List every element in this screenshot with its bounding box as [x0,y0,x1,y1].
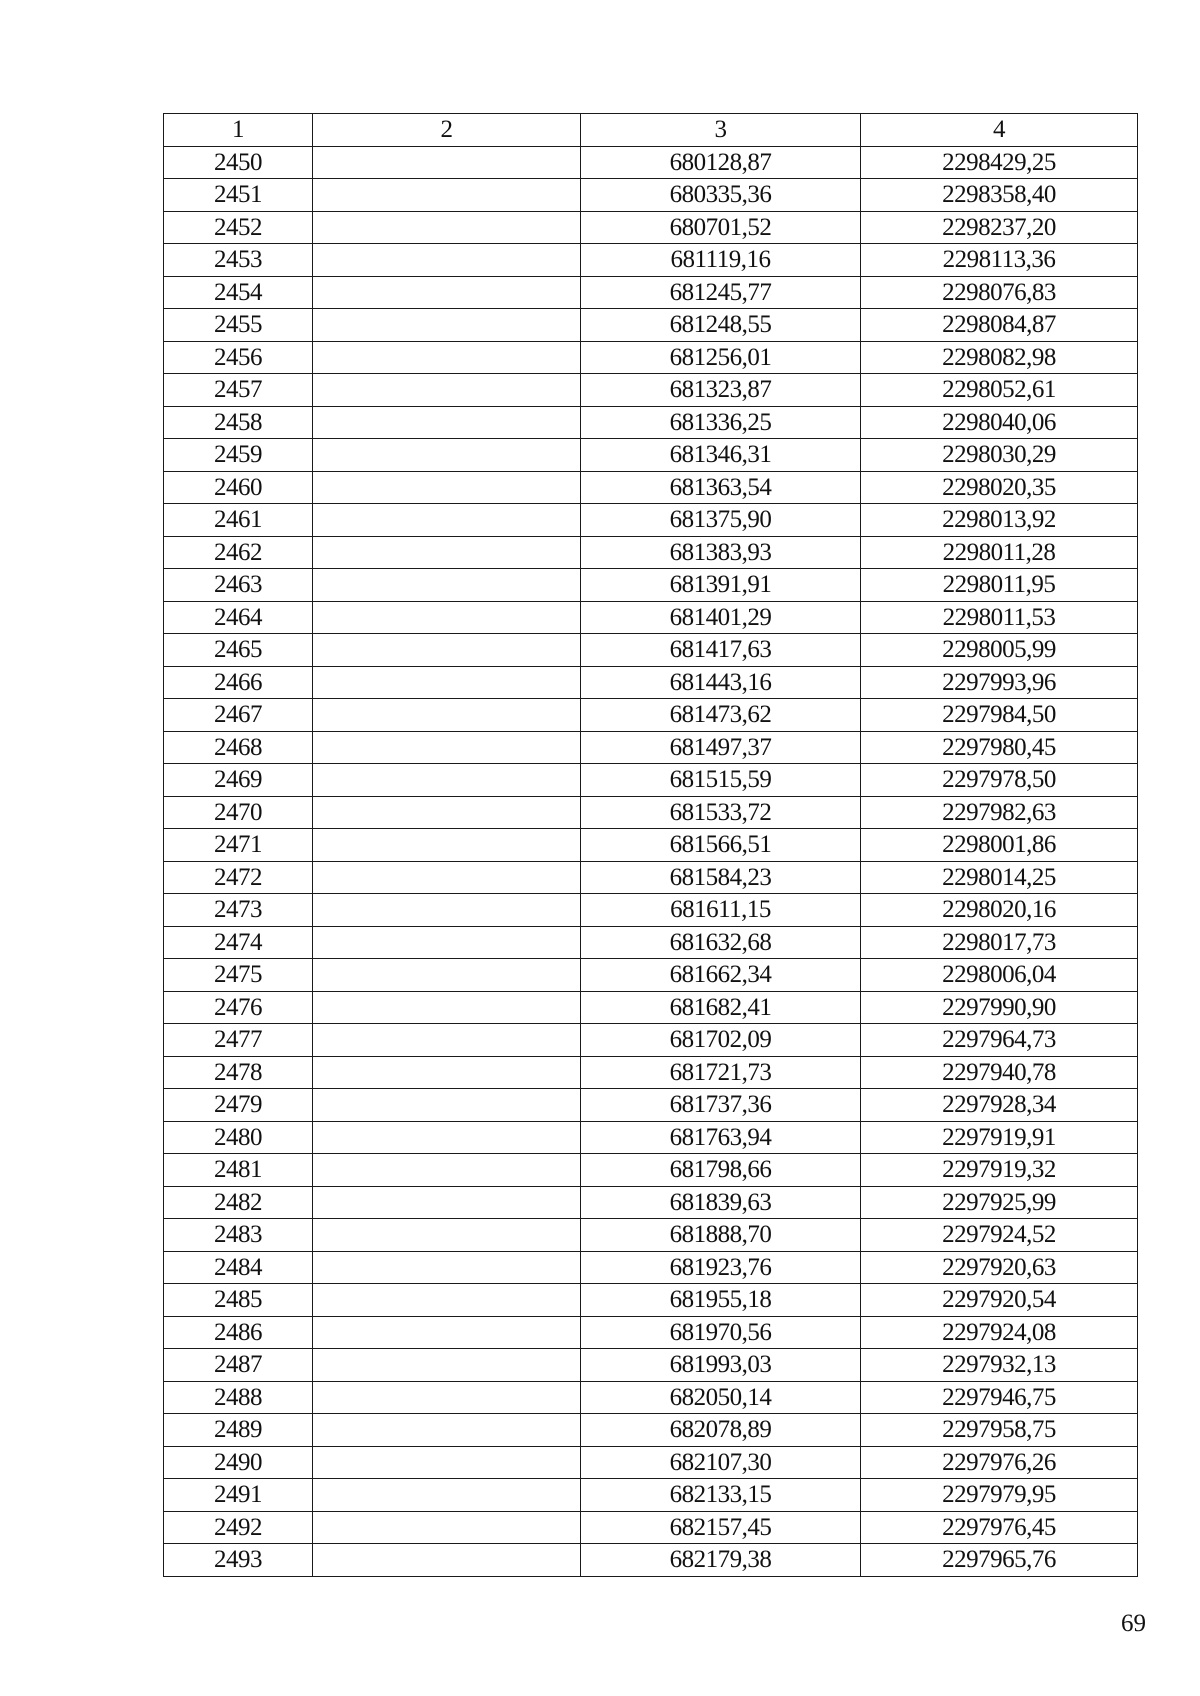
table-row [164,731,1138,764]
table-cell-col-4: 2297965,76 [861,1544,1138,1577]
table-cell-col-4: 2298052,61 [861,374,1138,407]
table-cell-col-1: 2489 [164,1414,313,1447]
table-cell-col-3: 681443,16 [581,666,861,699]
table-cell-col-1: 2462 [164,536,313,569]
table-row [164,861,1138,894]
table-cell-col-3: 681375,90 [581,504,861,537]
table-cell-col-1: 2486 [164,1316,313,1349]
table-cell-col-1: 2487 [164,1349,313,1382]
table-cell-col-1: 2475 [164,959,313,992]
table-cell-col-2 [313,1284,581,1317]
table-cell-col-1: 2456 [164,341,313,374]
table-cell-col-3: 681662,34 [581,959,861,992]
table-cell-col-1: 2450 [164,146,313,179]
table-cell-col-1: 2488 [164,1381,313,1414]
table-row [164,211,1138,244]
table-cell-col-1: 2473 [164,894,313,927]
column-header-4: 4 [861,114,1138,147]
table-cell-col-3: 681346,31 [581,439,861,472]
table-row [164,1186,1138,1219]
table-cell-col-2 [313,861,581,894]
table-cell-col-2 [313,1446,581,1479]
table-cell-col-4: 2298011,28 [861,536,1138,569]
table-cell-col-4: 2297928,34 [861,1089,1138,1122]
table-cell-col-3: 681702,09 [581,1024,861,1057]
table-cell-col-3: 681763,94 [581,1121,861,1154]
table-row [164,341,1138,374]
table-row [164,1154,1138,1187]
table-cell-col-4: 2297993,96 [861,666,1138,699]
table-cell-col-1: 2478 [164,1056,313,1089]
table-cell-col-2 [313,471,581,504]
table-row [164,276,1138,309]
table-cell-col-2 [313,1544,581,1577]
table-cell-col-4: 2297990,90 [861,991,1138,1024]
table-cell-col-4: 2298020,16 [861,894,1138,927]
table-cell-col-3: 681248,55 [581,309,861,342]
table-cell-col-3: 681323,87 [581,374,861,407]
table-cell-col-1: 2463 [164,569,313,602]
header-row [164,114,1138,147]
table-cell-col-3: 681391,91 [581,569,861,602]
table-cell-col-4: 2297976,45 [861,1511,1138,1544]
table-cell-col-3: 681682,41 [581,991,861,1024]
table-body [164,146,1138,1576]
table-cell-col-1: 2481 [164,1154,313,1187]
table-cell-col-4: 2298013,92 [861,504,1138,537]
table-cell-col-2 [313,309,581,342]
table-row [164,699,1138,732]
table-cell-col-2 [313,276,581,309]
table-cell-col-3: 681256,01 [581,341,861,374]
column-header-3: 3 [581,114,861,147]
table-cell-col-3: 681417,63 [581,634,861,667]
table-row [164,1414,1138,1447]
table-cell-col-3: 681515,59 [581,764,861,797]
table-cell-col-4: 2298017,73 [861,926,1138,959]
table-cell-col-3: 682107,30 [581,1446,861,1479]
table-cell-col-3: 681632,68 [581,926,861,959]
column-header-2: 2 [313,114,581,147]
table-row [164,601,1138,634]
table-cell-col-4: 2297940,78 [861,1056,1138,1089]
table-cell-col-1: 2492 [164,1511,313,1544]
table-cell-col-4: 2297978,50 [861,764,1138,797]
table-cell-col-4: 2298237,20 [861,211,1138,244]
table-cell-col-4: 2297984,50 [861,699,1138,732]
table-cell-col-1: 2493 [164,1544,313,1577]
table-cell-col-3: 681955,18 [581,1284,861,1317]
table-cell-col-3: 682179,38 [581,1544,861,1577]
table-cell-col-2 [313,536,581,569]
table-cell-col-1: 2460 [164,471,313,504]
table-cell-col-3: 681888,70 [581,1219,861,1252]
table-cell-col-1: 2459 [164,439,313,472]
table-cell-col-2 [313,731,581,764]
table-cell-col-2 [313,1056,581,1089]
table-cell-col-2 [313,699,581,732]
table-cell-col-1: 2469 [164,764,313,797]
table-row [164,1349,1138,1382]
table-row [164,1284,1138,1317]
table-row [164,764,1138,797]
table-cell-col-1: 2472 [164,861,313,894]
table-cell-col-1: 2452 [164,211,313,244]
table-cell-col-1: 2490 [164,1446,313,1479]
table-cell-col-3: 681737,36 [581,1089,861,1122]
table-cell-col-3: 680701,52 [581,211,861,244]
table-cell-col-3: 681923,76 [581,1251,861,1284]
table-cell-col-2 [313,1349,581,1382]
table-cell-col-2 [313,1381,581,1414]
table-cell-col-1: 2461 [164,504,313,537]
table-cell-col-4: 2297979,95 [861,1479,1138,1512]
table-cell-col-2 [313,374,581,407]
table-row [164,1121,1138,1154]
table-row [164,504,1138,537]
table-row [164,1316,1138,1349]
table-cell-col-1: 2484 [164,1251,313,1284]
table-cell-col-3: 680128,87 [581,146,861,179]
table-cell-col-4: 2297924,08 [861,1316,1138,1349]
table-cell-col-4: 2298011,95 [861,569,1138,602]
table-row [164,894,1138,927]
table-cell-col-2 [313,764,581,797]
table-cell-col-3: 681119,16 [581,244,861,277]
table-cell-col-4: 2297976,26 [861,1446,1138,1479]
page-number: 69 [1121,1610,1146,1637]
table-cell-col-4: 2297920,63 [861,1251,1138,1284]
table-row [164,1511,1138,1544]
table-cell-col-2 [313,439,581,472]
table-row [164,1544,1138,1577]
table-cell-col-2 [313,666,581,699]
table-cell-col-4: 2298084,87 [861,309,1138,342]
table-cell-col-2 [313,211,581,244]
table-cell-col-3: 681798,66 [581,1154,861,1187]
table-row [164,309,1138,342]
table-cell-col-4: 2298001,86 [861,829,1138,862]
table-cell-col-4: 2297958,75 [861,1414,1138,1447]
table-cell-col-4: 2297919,32 [861,1154,1138,1187]
table-cell-col-4: 2298113,36 [861,244,1138,277]
table-cell-col-2 [313,959,581,992]
table-cell-col-1: 2477 [164,1024,313,1057]
table-row [164,179,1138,212]
table-cell-col-4: 2298429,25 [861,146,1138,179]
table-cell-col-1: 2458 [164,406,313,439]
table-cell-col-3: 682050,14 [581,1381,861,1414]
table-cell-col-2 [313,1089,581,1122]
table-row [164,374,1138,407]
table-cell-col-1: 2483 [164,1219,313,1252]
table-row [164,1089,1138,1122]
table-cell-col-2 [313,1316,581,1349]
table-cell-col-2 [313,601,581,634]
table-cell-col-4: 2298005,99 [861,634,1138,667]
table-row [164,926,1138,959]
table-cell-col-3: 681383,93 [581,536,861,569]
table-cell-col-3: 681245,77 [581,276,861,309]
table-cell-col-1: 2468 [164,731,313,764]
table-cell-col-2 [313,796,581,829]
table-cell-col-2 [313,146,581,179]
table-cell-col-3: 681401,29 [581,601,861,634]
table-cell-col-4: 2298020,35 [861,471,1138,504]
table-row [164,146,1138,179]
table-cell-col-4: 2297980,45 [861,731,1138,764]
table-cell-col-3: 682133,15 [581,1479,861,1512]
table-cell-col-1: 2474 [164,926,313,959]
table-cell-col-4: 2298076,83 [861,276,1138,309]
table-cell-col-3: 682078,89 [581,1414,861,1447]
table-cell-col-3: 681584,23 [581,861,861,894]
table-cell-col-2 [313,1024,581,1057]
table-cell-col-3: 681336,25 [581,406,861,439]
table-cell-col-4: 2298040,06 [861,406,1138,439]
table-row [164,1219,1138,1252]
table-row [164,406,1138,439]
table-cell-col-3: 681611,15 [581,894,861,927]
table-cell-col-2 [313,829,581,862]
table-header [164,114,1138,147]
table-cell-col-2 [313,634,581,667]
table-cell-col-2 [313,1154,581,1187]
table-cell-col-2 [313,504,581,537]
table-cell-col-2 [313,406,581,439]
table-row [164,1024,1138,1057]
table-cell-col-3: 681839,63 [581,1186,861,1219]
table-row [164,1251,1138,1284]
table-cell-col-1: 2480 [164,1121,313,1154]
table-cell-col-2 [313,1251,581,1284]
table-cell-col-4: 2298011,53 [861,601,1138,634]
table-cell-col-2 [313,1479,581,1512]
table-cell-col-1: 2466 [164,666,313,699]
table-cell-col-1: 2470 [164,796,313,829]
table-cell-col-1: 2455 [164,309,313,342]
table-cell-col-3: 681721,73 [581,1056,861,1089]
column-header-1: 1 [164,114,313,147]
table-cell-col-2 [313,1219,581,1252]
table-cell-col-2 [313,991,581,1024]
table-cell-col-4: 2297924,52 [861,1219,1138,1252]
table-cell-col-4: 2298006,04 [861,959,1138,992]
table-row [164,1479,1138,1512]
table-cell-col-2 [313,341,581,374]
table-cell-col-1: 2491 [164,1479,313,1512]
table-cell-col-3: 681566,51 [581,829,861,862]
table-row [164,569,1138,602]
table-row [164,244,1138,277]
table-cell-col-4: 2298014,25 [861,861,1138,894]
table-row [164,991,1138,1024]
table-cell-col-2 [313,1511,581,1544]
table-cell-col-1: 2451 [164,179,313,212]
table-cell-col-4: 2298358,40 [861,179,1138,212]
table-row [164,634,1138,667]
table-cell-col-2 [313,179,581,212]
table-cell-col-2 [313,1414,581,1447]
table-row [164,439,1138,472]
table-cell-col-1: 2479 [164,1089,313,1122]
table-cell-col-3: 681363,54 [581,471,861,504]
table-cell-col-3: 680335,36 [581,179,861,212]
table-cell-col-3: 681473,62 [581,699,861,732]
table-cell-col-1: 2471 [164,829,313,862]
table-row [164,471,1138,504]
table-cell-col-4: 2297925,99 [861,1186,1138,1219]
table-row [164,666,1138,699]
table-row [164,1446,1138,1479]
table-cell-col-1: 2454 [164,276,313,309]
table-cell-col-1: 2465 [164,634,313,667]
table-cell-col-1: 2482 [164,1186,313,1219]
table-cell-col-1: 2453 [164,244,313,277]
table-cell-col-1: 2476 [164,991,313,1024]
table-cell-col-4: 2298030,29 [861,439,1138,472]
table-cell-col-2 [313,894,581,927]
table-cell-col-3: 681533,72 [581,796,861,829]
table-cell-col-1: 2464 [164,601,313,634]
table-cell-col-1: 2457 [164,374,313,407]
table-cell-col-4: 2297946,75 [861,1381,1138,1414]
table-cell-col-4: 2297964,73 [861,1024,1138,1057]
table-cell-col-2 [313,569,581,602]
table-row [164,1056,1138,1089]
table-cell-col-3: 682157,45 [581,1511,861,1544]
table-cell-col-3: 681993,03 [581,1349,861,1382]
table-cell-col-4: 2297920,54 [861,1284,1138,1317]
table-cell-col-3: 681970,56 [581,1316,861,1349]
table-row [164,796,1138,829]
table-cell-col-4: 2298082,98 [861,341,1138,374]
table-row [164,536,1138,569]
table-cell-col-4: 2297982,63 [861,796,1138,829]
table-cell-col-4: 2297919,91 [861,1121,1138,1154]
table-cell-col-1: 2467 [164,699,313,732]
table-cell-col-2 [313,1121,581,1154]
table-row [164,829,1138,862]
table-row [164,1381,1138,1414]
table-cell-col-1: 2485 [164,1284,313,1317]
table-cell-col-3: 681497,37 [581,731,861,764]
coordinates-table [163,113,1138,1577]
table-row [164,959,1138,992]
table-cell-col-2 [313,1186,581,1219]
table-cell-col-2 [313,244,581,277]
table-cell-col-2 [313,926,581,959]
table-cell-col-4: 2297932,13 [861,1349,1138,1382]
